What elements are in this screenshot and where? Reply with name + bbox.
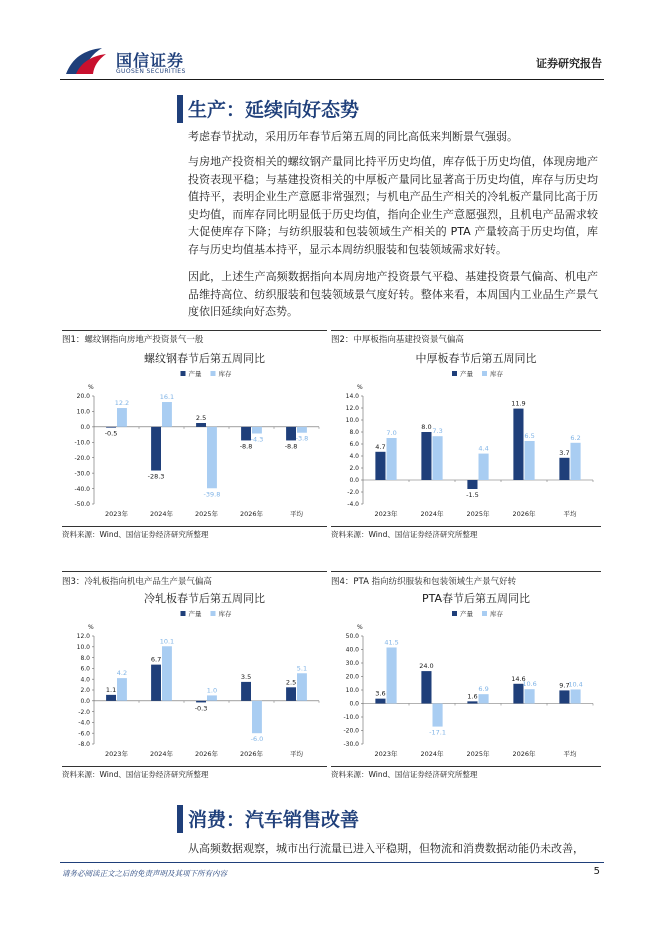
data-label-inventory: 6.2 bbox=[570, 433, 581, 442]
y-tick-label: 0.0 bbox=[80, 424, 90, 432]
data-label-inventory: -3.8 bbox=[295, 434, 309, 443]
chart-title: 中厚板春节后第五周同比 bbox=[415, 352, 537, 365]
legend-label-production: 产量 bbox=[460, 610, 473, 618]
data-label-production: 1.1 bbox=[105, 685, 117, 694]
y-tick-label: 2.0 bbox=[80, 687, 90, 695]
chart-pta bbox=[331, 586, 601, 764]
y-tick-label: 12.0 bbox=[76, 633, 90, 641]
bar-production bbox=[467, 480, 477, 489]
data-label-inventory: 12.2 bbox=[114, 399, 130, 408]
x-tick-label: 2026年 bbox=[512, 510, 536, 518]
data-label-production: 24.0 bbox=[419, 662, 434, 671]
data-label-inventory: 6.9 bbox=[478, 685, 489, 694]
legend-swatch-production bbox=[452, 371, 457, 376]
bar-production bbox=[286, 687, 296, 701]
data-label-production: -0.5 bbox=[104, 429, 118, 438]
data-label-production: 2.5 bbox=[285, 678, 297, 687]
bar-production bbox=[421, 671, 431, 703]
legend-label-inventory: 库存 bbox=[218, 610, 232, 618]
legend-label-production: 产量 bbox=[188, 370, 202, 378]
bar-production bbox=[106, 427, 116, 428]
y-tick-label: 50.0 bbox=[345, 633, 359, 641]
chart-title: PTA春节后第五周同比 bbox=[421, 592, 531, 605]
x-tick-label: 2023年 bbox=[104, 750, 129, 758]
data-label-production: 11.9 bbox=[511, 399, 526, 408]
y-tick-label: -10.0 bbox=[343, 714, 359, 722]
data-label-production: -8.8 bbox=[239, 442, 253, 451]
legend-swatch-inventory bbox=[482, 611, 487, 616]
figure-caption: 图4：PTA 指向纺织服装和包装领域生产景气好转 bbox=[331, 577, 517, 587]
x-tick-label: 2025年 bbox=[194, 510, 219, 518]
bar-inventory bbox=[479, 694, 489, 703]
y-tick-label: 6.0 bbox=[80, 665, 90, 673]
bar-production bbox=[421, 432, 431, 480]
bar-inventory bbox=[297, 427, 307, 433]
y-tick-label: 0.0 bbox=[349, 477, 359, 485]
paragraph: 因此，上述生产高频数据指向本周房地产投资景气平稳、基建投资景气偏高、机电产品维持高位、纺织服装和包装领域景气度好转。整体来看，本周国内工业品生产景气度依旧延续向好态势。 bbox=[188, 270, 598, 318]
bar-production bbox=[151, 665, 161, 701]
x-tick-label: 平均 bbox=[290, 510, 303, 518]
y-tick-label: -8.0 bbox=[78, 741, 90, 749]
y-tick-label: -6.0 bbox=[78, 730, 90, 738]
legend-label-inventory: 库存 bbox=[490, 370, 503, 378]
data-label-inventory: 1.0 bbox=[206, 686, 218, 695]
x-tick-label: 2024年 bbox=[420, 510, 444, 518]
y-tick-label: 10.0 bbox=[76, 644, 90, 651]
data-label-production: 9.7 bbox=[559, 681, 570, 690]
bar-inventory bbox=[571, 443, 581, 480]
bar-inventory bbox=[433, 704, 443, 727]
y-tick-label: -4.0 bbox=[78, 719, 90, 727]
bar-production bbox=[559, 458, 569, 480]
bar-inventory bbox=[525, 441, 535, 480]
figure-caption: 图3：冷轧板指向机电产品生产景气偏高 bbox=[62, 577, 212, 587]
figure-source: 资料来源：Wind、国信证券经济研究所整理 bbox=[331, 770, 478, 779]
legend-label-production: 产量 bbox=[188, 610, 202, 618]
bar-production bbox=[241, 427, 251, 441]
bar-inventory bbox=[297, 673, 307, 701]
footer-divider bbox=[60, 862, 604, 863]
y-tick-label: -30.0 bbox=[74, 470, 90, 478]
data-label-production: 6.7 bbox=[150, 655, 162, 664]
section-marker bbox=[177, 95, 183, 123]
bar-inventory bbox=[162, 402, 172, 427]
page-number: 5 bbox=[593, 866, 600, 877]
bar-inventory bbox=[207, 427, 217, 488]
legend-label-inventory: 库存 bbox=[218, 370, 232, 378]
bar-inventory bbox=[571, 689, 581, 703]
legend-swatch-inventory bbox=[211, 611, 216, 616]
bar-inventory bbox=[207, 695, 217, 700]
figure-bottom-rule bbox=[62, 526, 327, 527]
y-tick-label: -40.0 bbox=[74, 485, 90, 493]
y-tick-label: 4.0 bbox=[80, 676, 90, 684]
x-tick-label: 2025年 bbox=[466, 510, 490, 518]
x-tick-label: 2023年 bbox=[104, 510, 129, 518]
data-label-production: -28.3 bbox=[147, 472, 165, 481]
section-title-production: 生产：延续向好态势 bbox=[188, 99, 360, 121]
section-marker bbox=[177, 805, 183, 833]
figure-source: 资料来源：Wind、国信证券经济研究所整理 bbox=[62, 770, 209, 779]
bar-production bbox=[196, 423, 206, 427]
data-label-inventory: 10.6 bbox=[522, 680, 537, 689]
header-divider bbox=[60, 79, 604, 80]
y-tick-label: -4.0 bbox=[347, 501, 359, 509]
figure-caption: 图1：螺纹钢指向房地产投资景气一般 bbox=[62, 335, 204, 345]
y-tick-label: 4.0 bbox=[349, 453, 359, 461]
y-tick-label: -20.0 bbox=[74, 454, 90, 462]
y-tick-label: 20.0 bbox=[76, 393, 90, 401]
data-label-inventory: -39.8 bbox=[203, 490, 221, 499]
y-tick-label: 0.0 bbox=[80, 698, 90, 705]
chart-title: 螺纹钢春节后第五周同比 bbox=[144, 352, 265, 365]
data-label-production: -8.8 bbox=[284, 442, 298, 451]
y-tick-label: 14.0 bbox=[345, 393, 359, 401]
y-tick-label: 6.0 bbox=[349, 441, 359, 449]
y-tick-label: 10.0 bbox=[345, 417, 359, 425]
logo-english-name: GUOSEN SECURITIES bbox=[116, 68, 186, 75]
y-axis-unit: % bbox=[357, 384, 363, 391]
data-label-inventory: -17.1 bbox=[429, 728, 446, 737]
data-label-production: 14.6 bbox=[511, 674, 526, 683]
bar-inventory bbox=[387, 647, 397, 703]
y-tick-label: 8.0 bbox=[349, 429, 359, 437]
bar-inventory bbox=[387, 438, 397, 480]
y-tick-label: -2.0 bbox=[78, 708, 90, 716]
x-tick-label: 2024年 bbox=[149, 510, 174, 518]
figure-bottom-rule bbox=[331, 526, 601, 527]
y-axis-unit: % bbox=[88, 624, 94, 631]
paragraph: 与房地产投资相关的螺纹钢产量同比持平历史均值，库存低于历史均值，体现房地产投资表现平稳；与基建投资相关的中厚板产量同比显著高于历史均值，库存与历史均值持平，表明企业生产意愿非常强烈；与机电产品生产相关的冷轧板产量同比高于历史均值，而库存同比明显低于历史均值，指向企业生产意愿强烈，且机电产品需求较大促使库存下降；与纺织服装和包装领域生产相关的 PTA 产量较高于历史均值，库存与历史均值基本持平，显示本周纺织服装和包装领域需求好转。 bbox=[188, 155, 598, 256]
x-tick-label: 平均 bbox=[563, 750, 577, 758]
data-label-inventory: 5.1 bbox=[296, 664, 308, 673]
legend-swatch-inventory bbox=[211, 371, 216, 376]
data-label-inventory: -6.0 bbox=[250, 735, 264, 744]
paragraph: 考虑春节扰动，采用历年春节后第五周的同比高低来判断景气强弱。 bbox=[188, 130, 518, 143]
bar-production bbox=[241, 682, 251, 701]
section-title-consumption: 消费：汽车销售改善 bbox=[188, 809, 360, 831]
footer-disclaimer: 请务必阅读正文之后的免责声明及其项下所有内容 bbox=[62, 869, 227, 878]
y-tick-label: -50.0 bbox=[74, 501, 90, 509]
bar-production bbox=[375, 699, 385, 704]
legend-label-production: 产量 bbox=[460, 370, 473, 378]
data-label-inventory: 10.4 bbox=[568, 680, 583, 689]
chart-title: 冷轧板春节后第五周同比 bbox=[144, 592, 265, 605]
y-tick-label: 12.0 bbox=[345, 405, 359, 413]
figure-top-rule bbox=[331, 330, 601, 331]
data-label-inventory: 7.0 bbox=[386, 429, 397, 437]
data-label-inventory: 10.1 bbox=[159, 637, 175, 646]
data-label-production: -0.3 bbox=[194, 704, 208, 713]
legend-label-inventory: 库存 bbox=[490, 610, 503, 618]
y-tick-label: 10.0 bbox=[76, 408, 90, 416]
figure-top-rule bbox=[62, 330, 327, 331]
bar-production bbox=[513, 409, 523, 480]
y-tick-label: -10.0 bbox=[74, 439, 90, 447]
data-label-inventory: 41.5 bbox=[384, 638, 399, 647]
bar-inventory bbox=[117, 678, 127, 701]
data-label-inventory: 4.4 bbox=[478, 444, 489, 453]
chart-rebar bbox=[62, 346, 327, 524]
x-tick-label: 2026年 bbox=[239, 510, 264, 518]
y-tick-label: 8.0 bbox=[80, 654, 90, 662]
y-tick-label: 40.0 bbox=[345, 646, 359, 654]
data-label-inventory: 6.5 bbox=[524, 432, 535, 440]
data-label-production: 3.7 bbox=[559, 448, 570, 457]
x-tick-label: 2023年 bbox=[374, 510, 398, 518]
data-label-inventory: 16.1 bbox=[159, 393, 175, 402]
figure-source: 资料来源：Wind、国信证券经济研究所整理 bbox=[62, 530, 209, 539]
x-tick-label: 2023年 bbox=[374, 750, 398, 758]
y-tick-label: -20.0 bbox=[343, 727, 359, 735]
y-tick-label: 0.0 bbox=[349, 700, 359, 708]
data-label-inventory: -4.3 bbox=[250, 435, 264, 444]
bar-inventory bbox=[162, 646, 172, 701]
y-axis-unit: % bbox=[357, 624, 363, 631]
bar-inventory bbox=[479, 454, 489, 480]
figure-bottom-rule bbox=[331, 766, 601, 767]
figure-top-rule bbox=[331, 571, 601, 572]
y-tick-label: -2.0 bbox=[347, 489, 359, 497]
paragraph: 从高频数据观察，城市出行流量已进入平稳期，但物流和消费数据动能仍未改善， bbox=[188, 842, 584, 855]
guosen-logo-mark bbox=[62, 44, 108, 80]
data-label-production: 4.7 bbox=[375, 442, 386, 451]
data-label-production: 8.0 bbox=[421, 423, 432, 431]
figure-bottom-rule bbox=[62, 766, 327, 767]
x-tick-label: 2024年 bbox=[149, 750, 174, 758]
bar-production bbox=[467, 701, 477, 703]
data-label-production: 1.6 bbox=[467, 692, 478, 701]
x-tick-label: 平均 bbox=[290, 750, 303, 758]
chart-medium-plate bbox=[331, 346, 601, 524]
data-label-production: 3.6 bbox=[375, 689, 386, 698]
y-axis-unit: % bbox=[88, 384, 94, 391]
logo-chinese-name: 国信证券 bbox=[116, 51, 185, 70]
legend-swatch-inventory bbox=[482, 371, 487, 376]
legend-swatch-production bbox=[181, 371, 186, 376]
figure-source: 资料来源：Wind、国信证券经济研究所整理 bbox=[331, 530, 478, 539]
bar-production bbox=[375, 452, 385, 480]
bar-inventory bbox=[252, 701, 262, 733]
chart-cold-rolled bbox=[62, 586, 327, 764]
x-tick-label: 2026年 bbox=[512, 750, 536, 758]
y-tick-label: 20.0 bbox=[345, 673, 359, 681]
bar-inventory bbox=[117, 408, 127, 427]
report-type-label: 证券研究报告 bbox=[536, 57, 602, 70]
bar-production bbox=[196, 701, 206, 703]
bar-production bbox=[286, 427, 296, 441]
figure-caption: 图2：中厚板指向基建投资景气偏高 bbox=[331, 335, 464, 345]
bar-production bbox=[559, 690, 569, 703]
y-tick-label: 30.0 bbox=[345, 660, 359, 668]
data-label-production: 2.5 bbox=[195, 414, 207, 422]
data-label-inventory: 7.3 bbox=[432, 427, 443, 436]
data-label-inventory: 4.2 bbox=[116, 669, 128, 678]
x-tick-label: 2026年 bbox=[239, 750, 264, 758]
x-tick-label: 2026年 bbox=[194, 750, 219, 758]
x-tick-label: 平均 bbox=[563, 510, 577, 518]
bar-production bbox=[106, 695, 116, 701]
y-tick-label: -30.0 bbox=[343, 741, 359, 749]
legend-swatch-production bbox=[181, 611, 186, 616]
x-tick-label: 2025年 bbox=[466, 750, 490, 758]
bar-inventory bbox=[252, 427, 262, 434]
y-tick-label: 2.0 bbox=[349, 465, 359, 473]
bar-inventory bbox=[525, 689, 535, 703]
figure-top-rule bbox=[62, 571, 327, 572]
legend-swatch-production bbox=[452, 611, 457, 616]
y-tick-label: 10.0 bbox=[345, 687, 359, 695]
data-label-production: -1.5 bbox=[466, 491, 479, 499]
x-tick-label: 2024年 bbox=[420, 750, 444, 758]
bar-production bbox=[151, 427, 161, 471]
data-label-production: 3.5 bbox=[240, 672, 252, 681]
bar-inventory bbox=[433, 436, 443, 480]
